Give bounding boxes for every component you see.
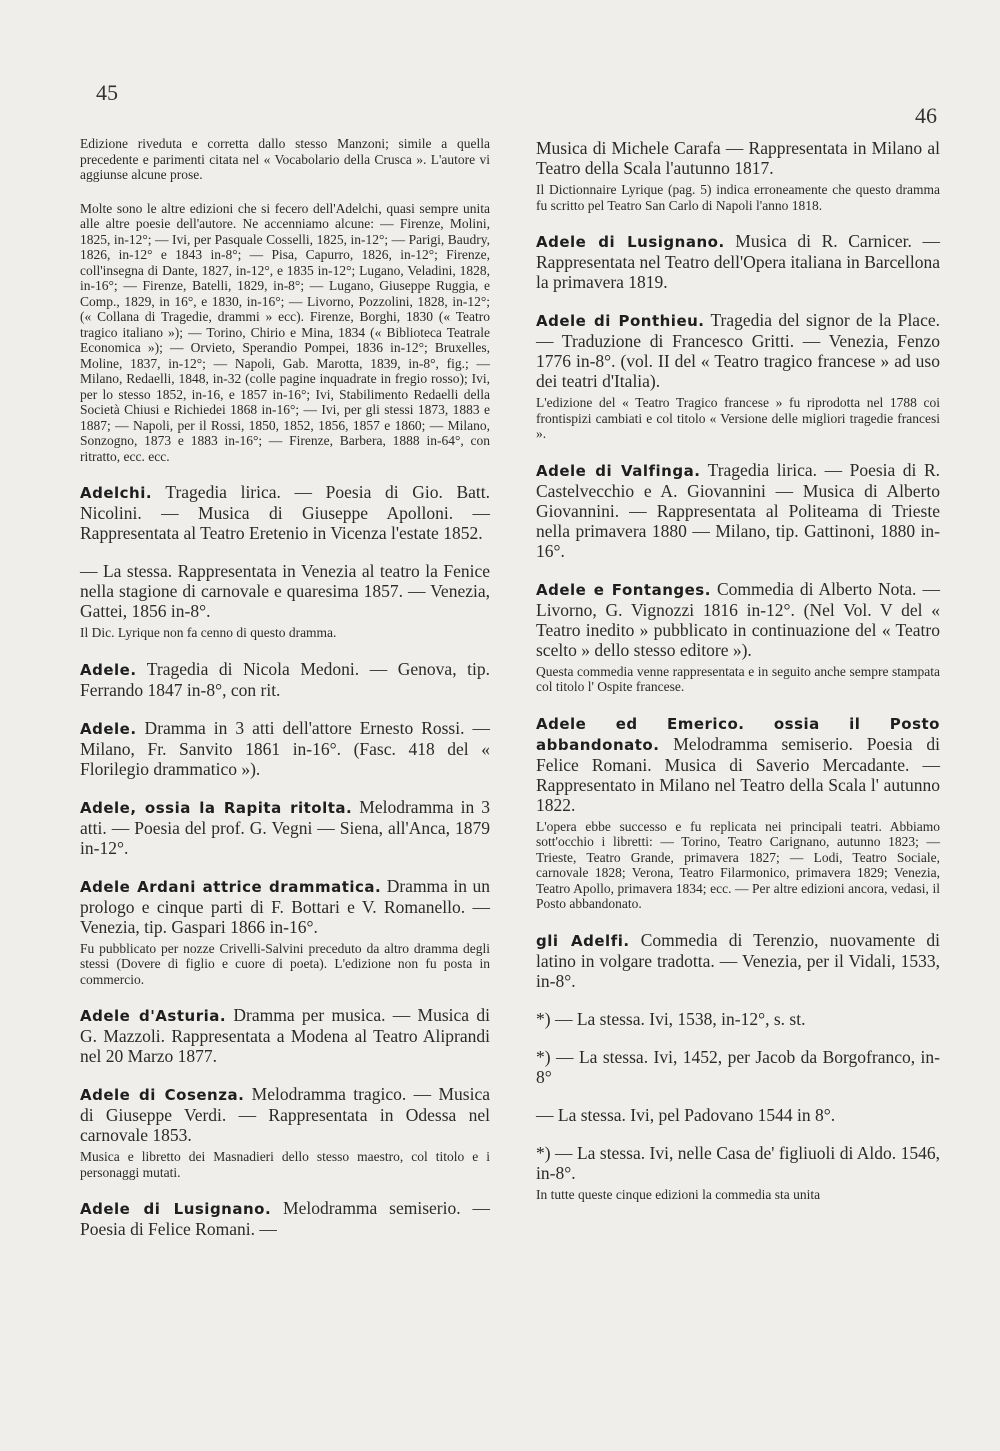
entry-body: *) — La stessa. Ivi, 1452, per Jacob da Borgofranco, in-8° [536, 1046, 940, 1087]
entry-text [80, 1084, 490, 1145]
entry-body: *) — La stessa. Ivi, 1538, in-12°, s. st. [536, 1008, 806, 1029]
entry-body: — La stessa. Rappresentata in Venezia al teatro la Fenice nella stagione di carnovale e quaresima 1857. — Venezia, Gattei, 1856 in-8°. [80, 561, 490, 621]
entry-note: Il Dic. Lyrique non fa cenno di questo dramma. [80, 625, 337, 640]
entry-heading: Adele di Lusignano. [536, 233, 725, 251]
entry-text [80, 876, 490, 937]
catalog-entry [536, 460, 940, 561]
entry-note: Fu pubblicato per nozze Crivelli-Salvini preceduto da altro dramma degli stessi (Dovere di figlio e cuore di poeta). L'edizione non fu posta in commercio. [80, 940, 490, 987]
catalog-entry [536, 1105, 940, 1125]
catalog-entry [80, 876, 490, 988]
page-number-left: 45 [96, 80, 118, 105]
entry-body: Molte sono le altre edizioni che si fecero dell'Adelchi, quasi sempre unita alle altre poesie dell'autore. Ne accenniamo alcune: — Firenze, Molini, 1825, in-12°; — Ivi, per Pasquale Cosselli, 1825, in-12°; — Parigi, Baudry, 1826, in-12° e 1843 in-8°; — Pisa, Capurro, 1826, in-12°; Firenze, coll'insegna di Dante, 1827, in-12°, e 1835 in-12°; Lugano, Veladini, 1828, in-16°; — Firenze, Batelli, 1829, in-8°; — Lugano, Giuseppe Ruggia, e Comp., 1829, in 16°, e 1830, in-16°; — Livorno, Pozzolini, 1828, in-12°; (« Collana di Tragedie, drammi » ecc). Firenze, Borghi, 1830 (« Teatro tragico italiano »); — Torino, Chirio e Mina, 1834 (« Biblioteca Teatrale Economica »); — Orvieto, Sperandio Pompei, 1836 in-12°; Bruxelles, Moline, 1837, in-12°; — Napoli, Gab. Marotta, 1839, in-8°, fig.; — Milano, Redaelli, 1848, in-32 (colle pagine inquadrate in fregio rosso); Ivi, per lo stesso 1852, in-16, e 1857 in-16°; Ivi, Stabilimento Redaelli della Società Chiusi e Richiedei 1868 in-16°; — Ivi, per gli stessi 1873, 1883 e 1887; — Napoli, per il Rossi, 1850, 1852, 1856, 1857 e 1860; — Milano, Sonzogno, 1873 e 1883 in-16°; — Firenze, Barbera, 1888 in-64°, con ritratto, ecc. ecc. [80, 200, 490, 464]
entry-note: L'edizione del « Teatro Tragico francese » fu riprodotta nel 1788 coi frontispizi cambiati e col titolo « Versione delle migliori tragedie francesi ». [536, 395, 940, 441]
bibliographic-note [80, 201, 490, 465]
catalog-entry [536, 579, 940, 695]
entry-text [536, 310, 940, 391]
entry-heading: Adele di Lusignano. [80, 1200, 272, 1218]
left-column [80, 132, 490, 1257]
entry-note: In tutte queste cinque edizioni la commedia sta unita [536, 1186, 821, 1202]
entry-text [80, 561, 490, 621]
catalog-entry [536, 310, 940, 442]
entry-heading: Adele d'Asturia. [80, 1007, 227, 1025]
entry-body: Tragedia lirica. — Poesia di Gio. Batt. Nicolini. — Musica di Giuseppe Apolloni. — Rappresentata al Teatro Eretenio in Vicenza l'estate 1852. [80, 482, 490, 543]
entry-body: Melodramma semiserio. Poesia di Felice Romani. Musica di Saverio Mercadante. — Rappresentato in Milano nel Teatro della Scala l' autunno 1822. [536, 733, 940, 815]
catalog-entry [536, 1143, 940, 1203]
right-column [536, 138, 940, 1220]
entry-body: Tragedia del signor de la Place. — Traduzione di Francesco Gritti. — Venezia, Fenzo 1776 in-8°. (vol. II del « Teatro tragico francese » ad uso dei teatri d'Italia). [536, 310, 940, 391]
entry-body: Dramma in un prologo e cinque parti di F. Bottari e V. Romanello. — Venezia, tip. Gaspari 1866 in-16°. [80, 875, 491, 937]
entry-text [536, 930, 940, 991]
page-number-right: 46 [915, 103, 937, 128]
entry-text [80, 718, 490, 779]
entry-text [80, 1198, 490, 1239]
entry-body: Melodramma in 3 atti. — Poesia del prof. G. Vegni — Siena, all'Anca, 1879 in-12°. [80, 796, 490, 858]
entry-heading: Adele di Ponthieu. [536, 312, 705, 330]
entry-heading: Adele Ardani attrice drammatica. [80, 877, 382, 896]
entry-text [80, 797, 490, 858]
entry-heading: gli Adelfi. [536, 931, 630, 950]
entry-text [536, 713, 940, 815]
entry-text [536, 1047, 940, 1087]
entry-body: Edizione riveduta e corretta dallo stesso Manzoni; simile a quella precedente e parimenti citata nel « Vocabolario della Crusca ». L'autore vi aggiunse alcune prose. [80, 136, 490, 182]
catalog-entry [80, 1005, 490, 1066]
catalog-entry [80, 561, 490, 641]
catalog-entry [80, 482, 490, 543]
entry-note: Questa commedia venne rappresentata e in seguito anche sempre stampata col titolo l' Ospite francese. [536, 663, 940, 694]
entry-note: L'opera ebbe successo e fu replicata nei principali teatri. Abbiamo sott'occhio i libretti: — Torino, Teatro Carignano, autunno 1823; — Trieste, Teatro Grande, primavera 1827; — Lodi, Teatro Sociale, carnovale 1828; Verona, Teatro Filarmonico, primavera 1829; Venezia, Teatro Apollo, primavera 1834; ecc. — Per altre edizioni ancora, vedasi, il Posto abbandonato. [536, 818, 940, 911]
entry-text [536, 1143, 940, 1183]
catalog-entry [536, 1009, 940, 1029]
entry-body: — La stessa. Ivi, pel Padovano 1544 in 8°. [536, 1104, 836, 1125]
entry-heading: Adele ed Emerico. ossia il Posto abbandonato. [536, 714, 940, 754]
entry-heading: Adele, ossia la Rapita ritolta. [80, 798, 353, 817]
entry-body: Dramma per musica. — Musica di G. Mazzoli. Rappresentata a Modena al Teatro Aliprandi nel 20 Marzo 1877. [80, 1005, 490, 1066]
catalog-entry [80, 1198, 490, 1239]
catalog-entry [80, 136, 490, 183]
entry-body: Musica di R. Carnicer. — Rappresentata nel Teatro dell'Opera italiana in Barcellona la primavera 1819. [536, 231, 941, 292]
entry-heading: Adele e Fontanges. [536, 580, 711, 599]
entry-body: Melodramma tragico. — Musica di Giuseppe Verdi. — Rappresentata in Odessa nel carnovale 1853. [80, 1084, 490, 1145]
catalog-entry [80, 201, 490, 465]
entry-text [536, 579, 940, 660]
entry-text [536, 231, 940, 292]
entry-heading: Adele. [80, 719, 137, 738]
entry-note: Il Dictionnaire Lyrique (pag. 5) indica erroneamente che questo dramma fu scritto pel Teatro San Carlo di Napoli l'anno 1818. [536, 182, 940, 213]
entry-heading: Adele. [80, 660, 137, 679]
catalog-entry [536, 1047, 940, 1087]
bibliographic-note [80, 136, 490, 183]
entry-text [536, 138, 940, 178]
entry-body: *) — La stessa. Ivi, nelle Casa de' figliuoli di Aldo. 1546, in-8°. [536, 1142, 940, 1183]
entry-heading: Adele di Cosenza. [80, 1086, 245, 1104]
catalog-entry [80, 718, 490, 779]
entry-heading: Adele di Valfinga. [536, 461, 701, 480]
entry-note: Musica e libretto dei Masnadieri dello stesso maestro, col titolo e i personaggi mutati. [80, 1149, 490, 1180]
entry-heading: Adelchi. [80, 484, 153, 502]
entry-body: Musica di Michele Carafa — Rappresentata in Milano al Teatro della Scala l'autunno 1817. [536, 138, 940, 178]
entry-text [536, 460, 940, 561]
entry-text [536, 1009, 940, 1029]
entry-text [80, 482, 490, 543]
entry-body: Melodramma semiserio. — Poesia di Felice Romani. — [80, 1198, 490, 1239]
entry-body: Commedia di Alberto Nota. — Livorno, G. Vignozzi 1816 in-12°. (Nel Vol. V del « Teatro inedito » pubblicato in continuazione del « Teatro scelto » dello stesso editore »). [536, 578, 940, 660]
entry-text [80, 1005, 490, 1066]
entry-body: Dramma in 3 atti dell'attore Ernesto Rossi. — Milano, Fr. Sanvito 1861 in-16°. (Fasc. 418 del « Florilegio drammatico »). [80, 717, 490, 779]
catalog-entry [536, 138, 940, 213]
catalog-entry [536, 930, 940, 991]
entry-text [80, 659, 490, 700]
catalog-entry [80, 797, 490, 858]
entry-text [536, 1105, 940, 1125]
catalog-entry [80, 1084, 490, 1180]
entry-body: Tragedia lirica. — Poesia di R. Castelvecchio e A. Giovannini — Musica di Alberto Giovannini. — Rappresentata al Politeama di Trieste nella primavera 1880 — Milano, tip. Gattinoni, 1880 in-16°. [536, 459, 940, 561]
catalog-entry [536, 231, 940, 292]
catalog-entry [536, 713, 940, 912]
entry-body: Tragedia di Nicola Medoni. — Genova, tip. Ferrando 1847 in-8°, con rit. [80, 658, 490, 700]
entry-body: Commedia di Terenzio, nuovamente di latino in volgare tradotta. — Venezia, per il Vidali, 1533, in-8°. [536, 929, 940, 991]
catalog-entry [80, 659, 490, 700]
